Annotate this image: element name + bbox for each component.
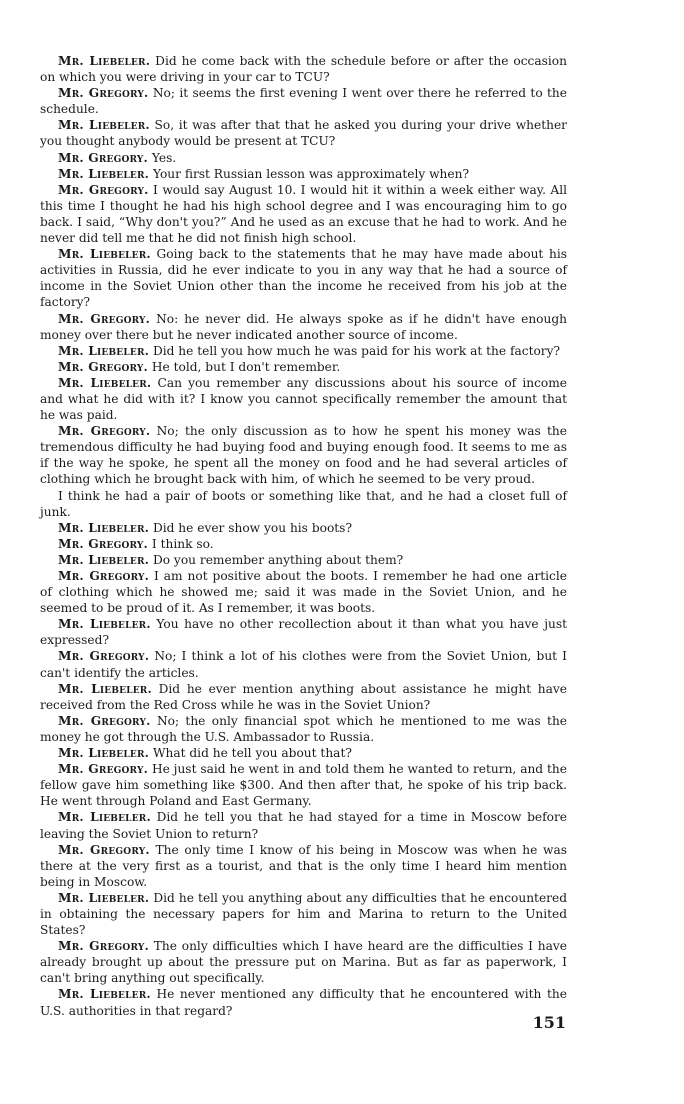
paragraph-text: He never mentioned any difficulty that he encountered with the U.S. authorities in that regard? bbox=[40, 987, 567, 1018]
paragraph-text: No; the only financial spot which he mentioned to me was the money he got through the U.S. Ambassador to Russia. bbox=[40, 713, 568, 744]
speaker-label: Mr. Liebeler. bbox=[58, 247, 151, 262]
speaker-label: Mr. Gregory. bbox=[58, 762, 149, 777]
paragraph-text: Did he ever show you his boots? bbox=[152, 520, 352, 535]
speaker-label: Mr. Gregory. bbox=[58, 713, 151, 728]
speaker-label: Mr. Gregory. bbox=[58, 311, 151, 326]
speaker-label: Mr. Liebeler. bbox=[58, 987, 151, 1002]
paragraph-text: I think so. bbox=[151, 536, 214, 551]
speaker-label: Mr. Liebeler. bbox=[58, 375, 152, 390]
paragraph bbox=[40, 520, 567, 536]
speaker-label: Mr. Gregory. bbox=[58, 649, 150, 664]
paragraph bbox=[40, 842, 567, 890]
paragraph-text: Did he tell you anything about any difficulties that he encountered in obtaining the necessary papers for him and Marina to return to the United States? bbox=[40, 890, 568, 938]
paragraph bbox=[40, 986, 567, 1018]
paragraph-text: The only time I know of his being in Moscow was when he was there at the very first as a tourist, and that is the only time I heard him mention being in Moscow. bbox=[40, 842, 567, 889]
paragraph bbox=[40, 166, 567, 182]
paragraph bbox=[40, 311, 567, 343]
paragraph-text: You have no other recollection about it than what you have just expressed? bbox=[40, 617, 567, 648]
speaker-label: Mr. Liebeler. bbox=[58, 54, 151, 68]
paragraph-text: So, it was after that that he asked you during your drive whether you thought anybody would be present at TCU? bbox=[40, 118, 568, 149]
paragraph bbox=[40, 745, 567, 761]
speaker-label: Mr. Gregory. bbox=[58, 86, 149, 101]
paragraph-text: I think he had a pair of boots or something like that, and he had a closet full of junk. bbox=[40, 488, 567, 519]
paragraph bbox=[40, 616, 567, 648]
paragraph bbox=[40, 552, 567, 568]
paragraph-text: Going back to the statements that he may have made about his activities in Russia, did he ever indicate to you in any way that he had a source of income in the Soviet Union other than the income he received from his job at the factory? bbox=[40, 247, 567, 310]
paragraph-text: The only difficulties which I have heard are the difficulties I have already brought up about the pressure put on Marina. But as far as paperwork, I can't bring anything out specifically. bbox=[40, 939, 568, 986]
paragraph bbox=[40, 117, 567, 149]
paragraph-text: He told, but I don't remember. bbox=[151, 359, 341, 374]
paragraph bbox=[40, 359, 567, 375]
paragraph bbox=[40, 648, 567, 680]
speaker-label: Mr. Liebeler. bbox=[58, 681, 152, 696]
speaker-label: Mr. Gregory. bbox=[58, 536, 149, 551]
speaker-label: Mr. Gregory. bbox=[58, 939, 149, 954]
speaker-label: Mr. Liebeler. bbox=[58, 118, 150, 133]
paragraph bbox=[40, 85, 567, 117]
transcript-page bbox=[40, 53, 567, 1019]
paragraph bbox=[40, 246, 567, 310]
speaker-label: Mr. Gregory. bbox=[58, 150, 149, 165]
paragraph bbox=[40, 568, 567, 616]
paragraph-text: Yes. bbox=[151, 150, 177, 165]
speaker-label: Mr. Liebeler. bbox=[58, 617, 151, 632]
paragraph bbox=[40, 938, 567, 986]
speaker-label: Mr. Gregory. bbox=[58, 182, 149, 197]
paragraph bbox=[40, 890, 567, 938]
paragraph bbox=[40, 150, 567, 166]
speaker-label: Mr. Liebeler. bbox=[58, 552, 150, 567]
speaker-label: Mr. Liebeler. bbox=[58, 166, 150, 181]
paragraph-text: Do you remember anything about them? bbox=[152, 552, 404, 567]
paragraph-text: No; I think a lot of his clothes were from the Soviet Union, but I can't identify the articles. bbox=[40, 649, 567, 680]
paragraph bbox=[40, 53, 567, 85]
speaker-label: Mr. Gregory. bbox=[58, 424, 151, 439]
paragraph-text: Can you remember any discussions about his source of income and what he did with it? I know you cannot specifically remember the amount that he was paid. bbox=[40, 375, 568, 423]
paragraph bbox=[40, 536, 567, 552]
paragraph-text: Your first Russian lesson was approximately when? bbox=[152, 166, 470, 181]
paragraph-text: What did he tell you about that? bbox=[152, 746, 352, 761]
speaker-label: Mr. Liebeler. bbox=[58, 746, 150, 761]
paragraph bbox=[40, 681, 567, 713]
paragraph bbox=[40, 488, 567, 520]
page-number: 151 bbox=[532, 1013, 566, 1032]
paragraph-text: He just said he went in and told them he wanted to return, and the fellow gave him something like $300. And then after that, he spoke of his trip back. He went through Poland and East Germany. bbox=[40, 762, 567, 809]
speaker-label: Mr. Liebeler. bbox=[58, 520, 150, 535]
speaker-label: Mr. Liebeler. bbox=[58, 343, 150, 358]
paragraph bbox=[40, 343, 567, 359]
speaker-label: Mr. Gregory. bbox=[58, 569, 150, 583]
paragraph-text: Did he come back with the schedule before or after the occasion on which you were driving in your car to TCU? bbox=[40, 54, 567, 85]
paragraph-text: I am not positive about the boots. I remember he had one article of clothing which he showed me; said it was made in the Soviet Union, and he seemed to be proud of it. As I remember, it was boots. bbox=[40, 569, 567, 616]
paragraph-text: No; the only discussion as to how he spent his money was the tremendous difficulty he had buying food and buying enough food. It seems to me as if the way he spoke, he spent all the money on food and he had several articles of clothing which he brought back with him, of which he seemed to be very proud. bbox=[40, 424, 567, 487]
paragraph-text: Did he tell you how much he was paid for his work at the factory? bbox=[152, 343, 561, 358]
paragraph bbox=[40, 375, 567, 423]
paragraph bbox=[40, 423, 567, 487]
paragraph-text: Did he ever mention anything about assistance he might have received from the Red Cross while he was in the Soviet Union? bbox=[40, 681, 568, 712]
paragraph-text: I would say August 10. I would hit it within a week either way. All this time I thought he had his high school degree and I was encouraging him to go back. I said, “Why don't you?” And he used as an excuse that he had to work. And he never did tell me that he did not finish high school. bbox=[40, 182, 567, 246]
paragraph-text: No; it seems the first evening I went over there he referred to the schedule. bbox=[40, 86, 567, 117]
speaker-label: Mr. Gregory. bbox=[58, 359, 149, 374]
speaker-label: Mr. Gregory. bbox=[58, 842, 150, 857]
paragraph-text: Did he tell you that he had stayed for a time in Moscow before leaving the Soviet Union to return? bbox=[40, 810, 567, 841]
paragraph bbox=[40, 761, 567, 809]
paragraph bbox=[40, 809, 567, 841]
speaker-label: Mr. Liebeler. bbox=[58, 810, 151, 825]
paragraph-text: No: he never did. He always spoke as if he didn't have enough money over there but he never indicated another source of income. bbox=[40, 311, 568, 342]
speaker-label: Mr. Liebeler. bbox=[58, 890, 150, 905]
paragraph bbox=[40, 182, 567, 246]
paragraph bbox=[40, 713, 567, 745]
